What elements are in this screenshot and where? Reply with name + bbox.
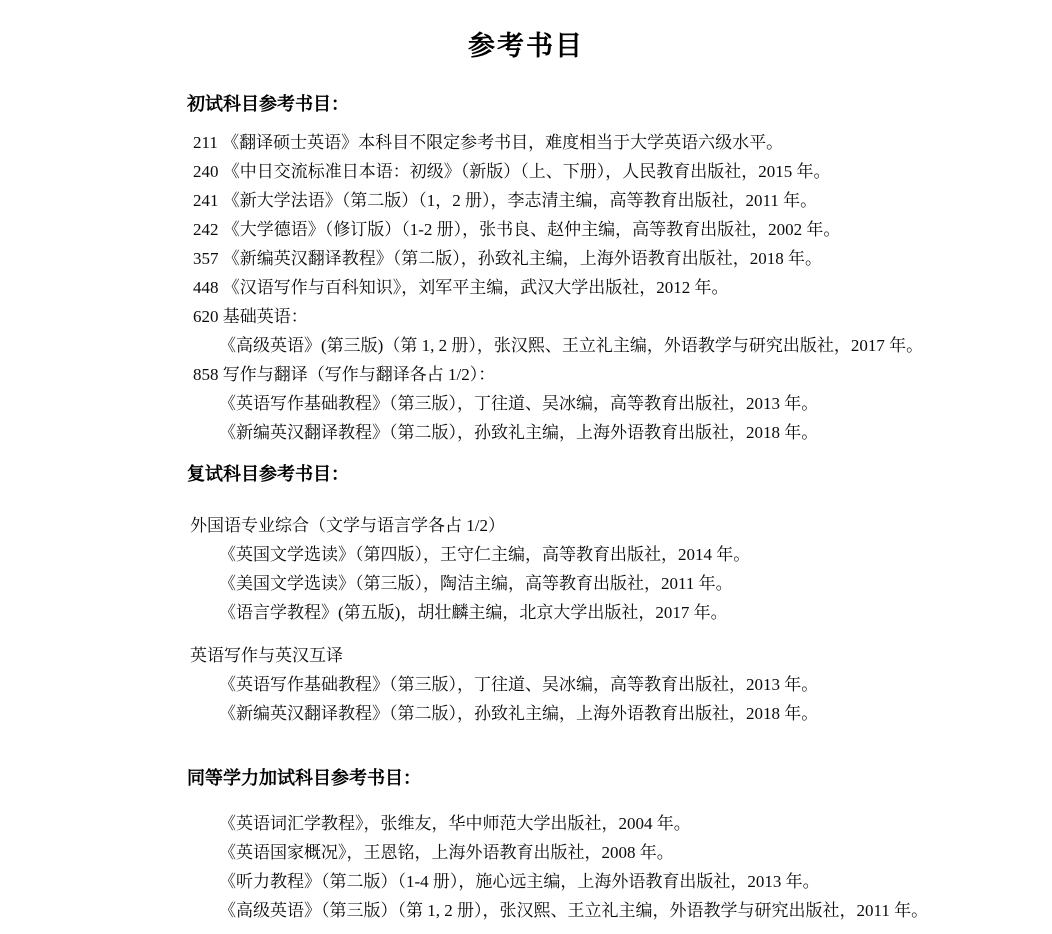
subsection-label: 英语写作与英汉互译 bbox=[190, 646, 343, 665]
book-list-item: 211 《翻译硕士英语》本科目不限定参考书目，难度相当于大学英语六级水平。 bbox=[193, 133, 784, 152]
book-list-item: 620 基础英语： bbox=[193, 307, 308, 326]
first-exam-book-list bbox=[187, 128, 1012, 447]
book-list-item: 《新编英汉翻译教程》（第二版），孙致礼主编，上海外语教育出版社，2018 年。 bbox=[219, 423, 819, 442]
section-heading-equivalent: 同等学力加试科目参考书目： bbox=[187, 768, 421, 788]
section-heading-retest: 复试科目参考书目： bbox=[187, 464, 349, 484]
book-list-item: 《英语词汇学教程》，张维友，华中师范大学出版社，2004 年。 bbox=[219, 814, 691, 833]
section-heading-first-exam: 初试科目参考书目： bbox=[187, 94, 349, 114]
retest-book-list bbox=[187, 511, 1012, 728]
book-list-item: 《新编英汉翻译教程》（第二版），孙致礼主编，上海外语教育出版社，2018 年。 bbox=[219, 704, 819, 723]
book-list-item: 《高级英语》(第三版)（第 1, 2 册），张汉熙、王立礼主编，外语教学与研究出版社，2017 年。 bbox=[219, 336, 924, 355]
book-list-item: 241 《新大学法语》（第二版）（1，2 册），李志清主编，高等教育出版社，2011 年。 bbox=[193, 191, 818, 210]
subsection-label: 外国语专业综合（文学与语言学各占 1/2） bbox=[190, 516, 505, 535]
book-list-item: 《听力教程》（第二版）（1-4 册），施心远主编，上海外语教育出版社，2013 年。 bbox=[219, 872, 820, 891]
document-content bbox=[0, 93, 1052, 925]
book-list-item: 240 《中日交流标准日本语：初级》（新版）（上、下册），人民教育出版社，2015 年。 bbox=[193, 162, 831, 181]
book-list-item: 《高级英语》（第三版）（第 1, 2 册），张汉熙、王立礼主编，外语教学与研究出版社，2011 年。 bbox=[219, 901, 929, 920]
book-list-item: 《美国文学选读》（第三版），陶洁主编，高等教育出版社，2011 年。 bbox=[219, 574, 733, 593]
book-list-item: 《英国文学选读》（第四版），王守仁主编，高等教育出版社，2014 年。 bbox=[219, 545, 751, 564]
book-list-item: 242 《大学德语》（修订版）（1-2 册），张书良、赵仲主编，高等教育出版社，2002 年。 bbox=[193, 220, 841, 239]
equivalent-book-list bbox=[187, 809, 1012, 925]
book-list-item: 858 写作与翻译（写作与翻译各占 1/2）： bbox=[193, 365, 496, 384]
book-list-item: 《英语国家概况》，王恩铭，上海外语教育出版社，2008 年。 bbox=[219, 843, 674, 862]
book-list-item: 《语言学教程》(第五版)，胡壮麟主编，北京大学出版社，2017 年。 bbox=[219, 603, 728, 622]
book-list-item: 357 《新编英汉翻译教程》（第二版），孙致礼主编，上海外语教育出版社，2018 年。 bbox=[193, 249, 822, 268]
book-list-item: 448 《汉语写作与百科知识》，刘军平主编，武汉大学出版社，2012 年。 bbox=[193, 278, 729, 297]
page-title: 参考书目 bbox=[468, 31, 584, 61]
book-list-item: 《英语写作基础教程》（第三版），丁往道、吴冰编，高等教育出版社，2013 年。 bbox=[219, 675, 819, 694]
book-list-item: 《英语写作基础教程》（第三版），丁往道、吴冰编，高等教育出版社，2013 年。 bbox=[219, 394, 819, 413]
